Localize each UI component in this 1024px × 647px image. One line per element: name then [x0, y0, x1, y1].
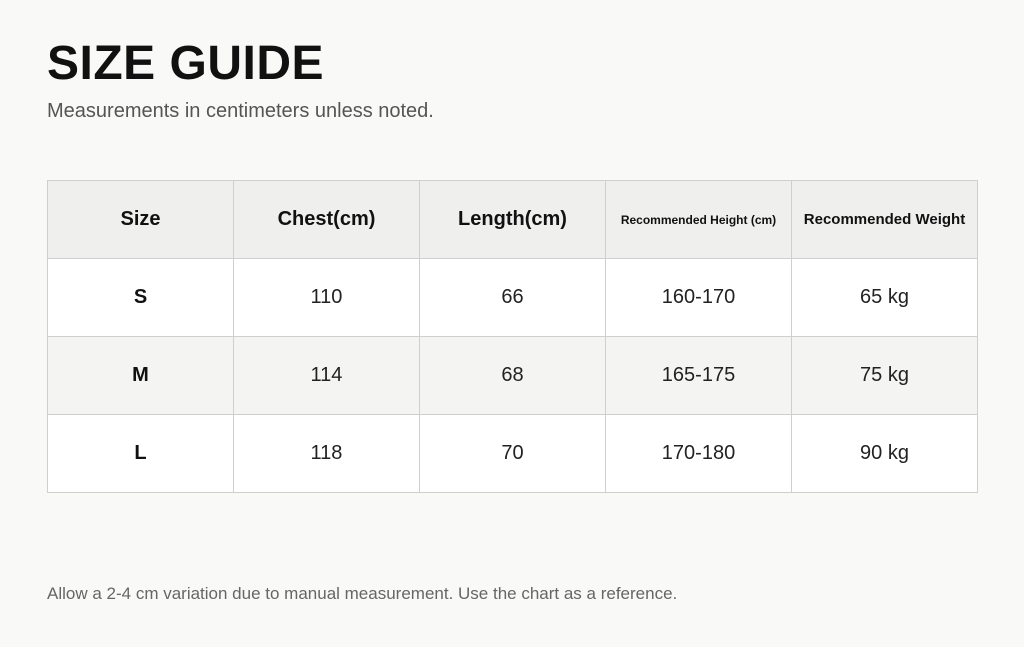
cell-size: L [48, 415, 234, 493]
cell-size: S [48, 259, 234, 337]
cell-height: 165-175 [606, 337, 792, 415]
cell-weight: 75 kg [792, 337, 978, 415]
table-header-row [48, 181, 978, 259]
cell-chest: 114 [234, 337, 420, 415]
cell-size: M [48, 337, 234, 415]
cell-chest: 118 [234, 415, 420, 493]
table-row [48, 337, 978, 415]
table-row [48, 415, 978, 493]
footnote: Allow a 2-4 cm variation due to manual measurement. Use the chart as a reference. [47, 584, 678, 603]
cell-length: 70 [420, 415, 606, 493]
cell-chest: 110 [234, 259, 420, 337]
size-table [47, 180, 978, 493]
header-size: Size [48, 181, 234, 259]
cell-height: 160-170 [606, 259, 792, 337]
cell-length: 68 [420, 337, 606, 415]
header-recommended-height: Recommended Height (cm) [606, 181, 792, 259]
size-table-container [47, 180, 978, 493]
page-subtitle: Measurements in centimeters unless noted. [47, 100, 434, 122]
cell-weight: 65 kg [792, 259, 978, 337]
table-row [48, 259, 978, 337]
header-recommended-weight: Recommended Weight [792, 181, 978, 259]
cell-length: 66 [420, 259, 606, 337]
page-title: SIZE GUIDE [47, 37, 325, 90]
cell-weight: 90 kg [792, 415, 978, 493]
header-chest: Chest(cm) [234, 181, 420, 259]
header-length: Length(cm) [420, 181, 606, 259]
cell-height: 170-180 [606, 415, 792, 493]
